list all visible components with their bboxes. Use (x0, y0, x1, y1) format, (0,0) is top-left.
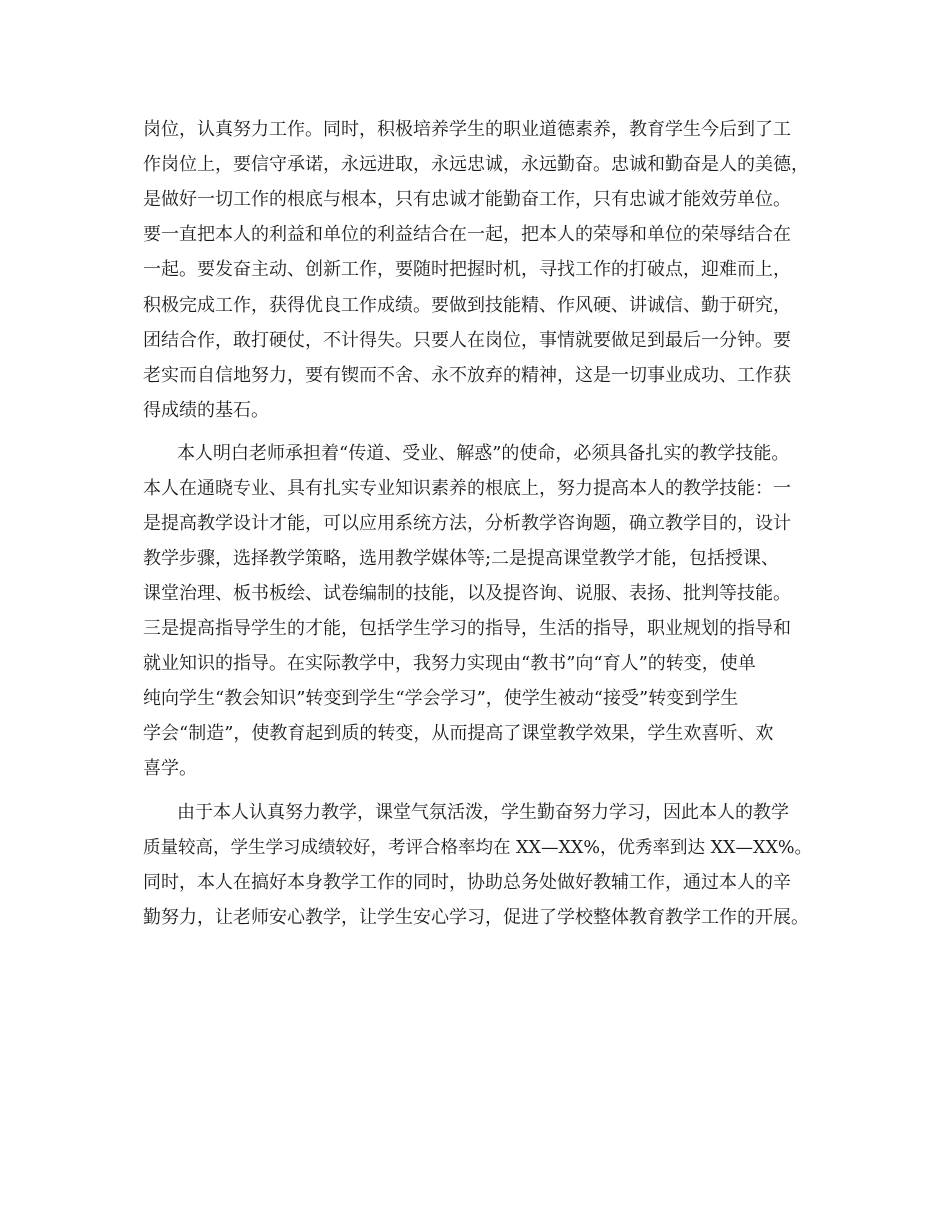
text-line: 质量较高，学生学习成绩较好，考评合格率均在 XX—XX%，优秀率到达 XX—XX%。 (143, 838, 813, 858)
text-line: 同时，本人在搞好本身教学工作的同时，协助总务处做好教辅工作，通过本人的辛 (143, 872, 791, 893)
text-line: 一起。要发奋主动、创新工作，要随时把握时机，寻找工作的打破点，迎难而上， (143, 259, 791, 280)
paragraph-first-line: 由于本人认真努力教学，课堂气氛活泼，学生勤奋努力学习，因此本人的教学 (177, 802, 789, 823)
text-line: 本人在通晓专业、具有扎实专业知识素养的根底上，努力提高本人的教学技能：一 (143, 478, 791, 499)
text-line: 课堂治理、板书板绘、试卷编制的技能，以及提咨询、说服、表扬、批判等技能。 (143, 583, 791, 604)
text-line: 作岗位上，要信守承诺，永远进取，永远忠诚，永远勤奋。忠诚和勤奋是人的美德， (143, 154, 809, 175)
text-line: 就业知识的指导。在实际教学中，我努力实现由“教书”向“育人”的转变，使单 (143, 653, 756, 674)
text-line: 岗位，认真努力工作。同时，积极培养学生的职业道德素养，教育学生今后到了工 (143, 119, 791, 140)
text-line: 团结合作，敢打硬仗，不计得失。只要人在岗位，事情就要做足到最后一分钟。要 (143, 330, 791, 351)
text-line: 勤努力，让老师安心教学，让学生安心学习，促进了学校整体教育教学工作的开展。 (143, 907, 809, 928)
text-line: 积极完成工作，获得优良工作成绩。要做到技能精、作风硬、讲诚信、勤于研究， (143, 295, 791, 316)
text-line: 学会“制造”，使教育起到质的转变，从而提高了课堂教学效果，学生欢喜听、欢 (143, 723, 774, 744)
text-line: 三是提高指导学生的才能，包括学生学习的指导，生活的指导，职业规划的指导和 (143, 618, 791, 639)
text-line: 得成绩的基石。 (143, 400, 269, 421)
text-line: 要一直把本人的利益和单位的利益结合在一起，把本人的荣辱和单位的荣辱结合在 (143, 224, 791, 245)
text-line: 教学步骤，选择教学策略，选用教学媒体等;二是提高课堂教学才能，包括授课、 (143, 548, 780, 569)
text-line: 老实而自信地努力，要有锲而不舍、永不放弃的精神，这是一切事业成功、工作获 (143, 365, 791, 386)
text-line: 是做好一切工作的根底与根本，只有忠诚才能勤奋工作，只有忠诚才能效劳单位。 (143, 189, 791, 210)
paragraph-first-line: 本人明白老师承担着“传道、受业、解惑”的使命，必须具备扎实的教学技能。 (177, 443, 790, 464)
text-line: 是提高教学设计才能，可以应用系统方法，分析教学咨询题，确立教学目的，设计 (143, 513, 791, 534)
text-line: 纯向学生“教会知识”转变到学生“学会学习”，使学生被动“接受”转变到学生 (143, 688, 739, 709)
text-line: 喜学。 (143, 758, 197, 779)
